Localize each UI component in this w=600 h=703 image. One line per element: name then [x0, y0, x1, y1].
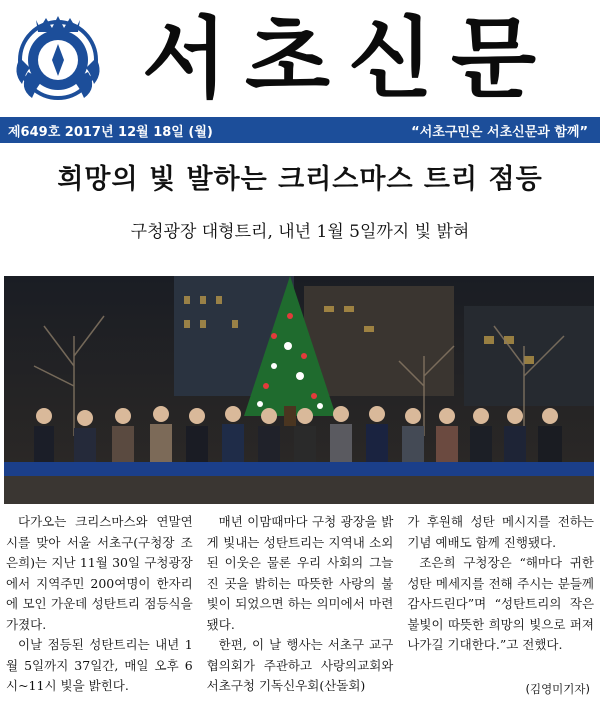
- paragraph: 다가오는 크리스마스와 연말연시를 맞아 서울 서초구(구청장 조은희)는 지난 11월 30일 구청광장에서 지역주민 200여명이 한자리에 모인 가운데 성탄트리 점등식을 가졌다.: [6, 514, 193, 632]
- seoul-seocho-emblem: [8, 10, 108, 110]
- paragraph: 이날 점등된 성탄트리는 내년 1월 5일까지 37일간, 매일 오후 6시~11시 빛을 밝힌다.: [6, 637, 193, 693]
- paragraph: 조은희 구청장은 “해마다 귀한 성탄 메세지를 전해 주시는 분들께 감사드린다”며 “성탄트리의 작은 불빛이 따뜻한 희망의 빛으로 퍼져나가길 기대한다.”고 전했다.: [407, 555, 595, 652]
- issue-date: 제649호 2017년 12월 18일 (월): [8, 124, 213, 140]
- paragraph: 매년 이맘때마다 구청 광장을 밝게 빛내는 성탄트리는 지역내 소외된 이웃은 물론 우리 사회의 그늘진 곳을 밝히는 따뜻한 사랑의 불빛이 되었으면 하는 의미에서 마련됐다.: [206, 514, 394, 632]
- article-column-1: [6, 512, 193, 693]
- article-headline: 희망의 빛 발하는 크리스마스 트리 점등: [57, 164, 543, 195]
- article-column-3: [407, 512, 594, 682]
- article-column-2: [206, 512, 394, 693]
- masthead: [0, 0, 600, 117]
- newspaper-title: 서초신문: [142, 7, 555, 110]
- dateline-bar: [0, 117, 600, 143]
- slogan: “서초구민은 서초신문과 함께”: [411, 124, 588, 140]
- paragraph: 한편, 이 날 행사는 서초구 교구협의회가 주관하고 사랑의교회와 서초구청 기독신우회(산돌회): [206, 637, 394, 693]
- paragraph: 가 후원해 성탄 메시지를 전하는 기념 예배도 함께 진행됐다.: [407, 514, 595, 550]
- tree-lighting-photo: [4, 276, 594, 504]
- article-subhead: 구청광장 대형트리, 내년 1월 5일까지 빛 밝혀: [130, 222, 470, 242]
- reporter-byline: (김영미기자): [525, 682, 590, 696]
